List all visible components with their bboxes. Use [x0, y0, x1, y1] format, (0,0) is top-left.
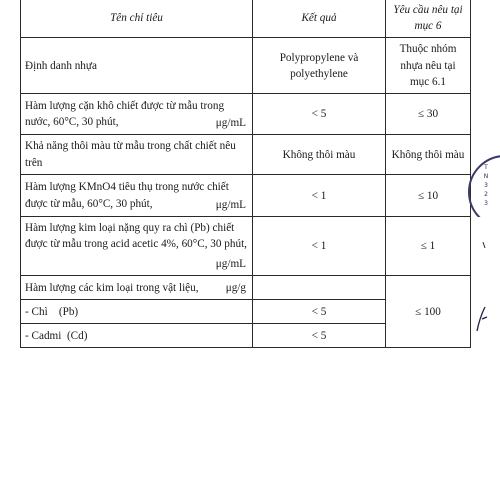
criteria-cell	[21, 217, 253, 276]
result-cell: < 1	[253, 175, 386, 217]
criteria-cell: - Chì (Pb)	[21, 300, 253, 324]
header-result: Kết quả	[253, 0, 386, 38]
table-row	[21, 175, 471, 217]
result-cell: < 5	[253, 94, 386, 135]
result-cell-empty	[253, 276, 386, 300]
specification-table	[20, 0, 471, 348]
criteria-text: Hàm lượng kim loại nặng quy ra chì (Pb) chiết được từ mẫu trong acid acetic 4%, 60°C, 30 phút,	[25, 222, 247, 251]
criteria-cell	[21, 175, 253, 217]
table-row	[21, 276, 471, 300]
criteria-cell	[21, 94, 253, 135]
requirement-cell: ≤ 30	[386, 94, 471, 135]
signature-dot	[482, 242, 486, 248]
result-cell: < 1	[253, 217, 386, 276]
result-cell: < 5	[253, 324, 386, 348]
requirement-cell: Không thôi màu	[386, 135, 471, 175]
unit-label: μg/mL	[215, 257, 246, 270]
table-header-row	[21, 0, 471, 38]
criteria-text: Hàm lượng KMnO4 tiêu thụ trong nước chiết được từ mẫu, 60°C, 30 phút,	[25, 181, 229, 210]
table-row	[21, 38, 471, 94]
unit-label: μg/mL	[215, 198, 246, 211]
requirement-cell: ≤ 1	[386, 217, 471, 276]
header-requirement: Yêu cầu nêu tại mục 6	[386, 0, 471, 38]
requirement-cell: ≤ 100	[386, 276, 471, 348]
table-row	[21, 94, 471, 135]
table-row	[21, 135, 471, 175]
header-criteria: Tên chỉ tiêu	[21, 0, 253, 38]
criteria-cell: - Cadmi (Cd)	[21, 324, 253, 348]
result-cell: Không thôi màu	[253, 135, 386, 175]
signature-mark	[475, 305, 489, 333]
requirement-cell: ≤ 10	[386, 175, 471, 217]
stamp-chars: T N 3 2 3	[483, 164, 489, 207]
criteria-text: Hàm lượng các kim loại trong vật liệu,	[25, 281, 199, 294]
unit-label: μg/mL	[215, 116, 246, 129]
requirement-cell: Thuộc nhóm nhựa nêu tại mục 6.1	[386, 38, 471, 94]
criteria-cell: Định danh nhựa	[21, 38, 253, 94]
table-row	[21, 217, 471, 276]
criteria-cell	[21, 276, 253, 300]
result-cell: < 5	[253, 300, 386, 324]
criteria-text: Hàm lượng cặn khô chiết được từ mẫu trong nước, 60°C, 30 phút,	[25, 99, 225, 129]
criteria-cell: Khả năng thôi màu từ mẫu trong chất chiết nêu trên	[21, 135, 253, 175]
unit-label: μg/g	[225, 281, 246, 294]
result-cell: Polypropylene và polyethylene	[253, 38, 386, 94]
stamp-seal	[468, 155, 500, 217]
